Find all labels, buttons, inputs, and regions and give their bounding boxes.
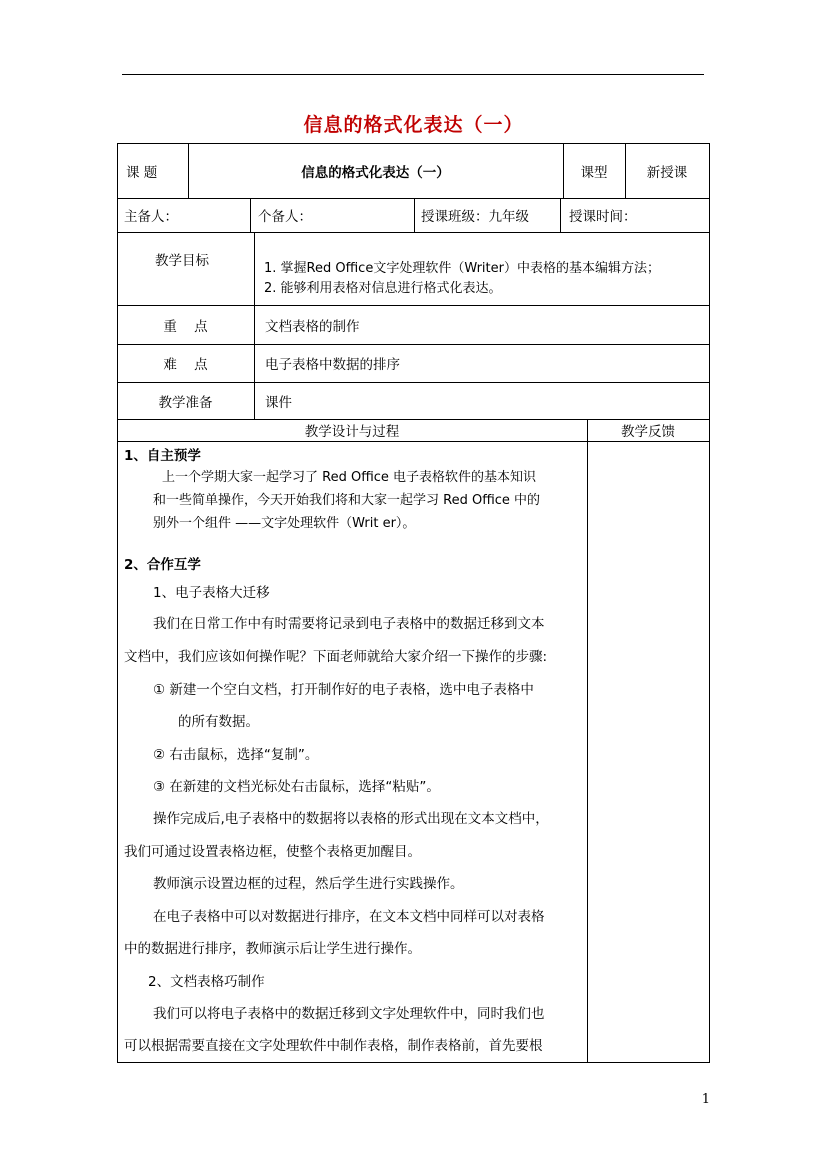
subsection-1-title: 1、电子表格大迁移 [153,585,270,601]
objective-2: 2. 能够利用表格对信息进行格式化表达。 [264,281,502,296]
lesson-time: 授课时间： [569,209,637,225]
paragraph-line: 我们可以将电子表格中的数据迁移到文字处理软件中，同时我们也 [153,1006,545,1022]
topic-label: 课 题 [126,164,158,181]
key-point-label: 重 点 [163,318,208,335]
header-rule [122,74,704,75]
preparation-value: 课件 [265,394,292,411]
section-1-line: 上一个学期大家一起学习了 Red Office 电子表格软件的基本知识 [162,470,537,485]
paragraph-line: 中的数据进行排序，教师演示后让学生进行操作。 [124,941,421,957]
feedback-header: 教学反馈 [621,424,675,440]
section-1-line: 和一些简单操作，今天开始我们将和大家一起学习 Red Office 中的 [153,493,541,508]
paragraph-line: 可以根据需要直接在文字处理软件中制作表格，制作表格前，首先要根 [124,1038,543,1054]
step-1-cont: 的所有数据。 [178,714,259,730]
paragraph-line: 我们可通过设置表格边框，使整个表格更加醒目。 [124,844,421,860]
difficulty-value: 电子表格中数据的排序 [265,357,400,373]
document-title: 信息的格式化表达（一） [303,114,524,136]
paragraph-line: 我们在日常工作中有时需要将记录到电子表格中的数据迁移到文本 [153,616,545,632]
individual-preparer: 个备人： [258,209,312,225]
design-process-header: 教学设计与过程 [304,424,400,440]
step-2: ② 右击鼠标，选择“复制”。 [153,747,319,763]
class-info: 授课班级：九年级 [421,209,529,225]
topic-value: 信息的格式化表达（一） [301,164,450,181]
page-number: 1 [701,1092,710,1107]
type-label: 课型 [580,164,608,181]
subsection-2-title: 2、文档表格巧制作 [148,974,265,990]
key-point-value: 文档表格的制作 [265,318,360,335]
section-1-title: 1、自主预学 [124,448,201,464]
type-value: 新授课 [646,164,688,181]
step-1: ① 新建一个空白文档，打开制作好的电子表格，选中电子表格中 [153,682,534,698]
objectives-label: 教学目标 [155,253,209,269]
main-preparer: 主备人： [124,209,178,225]
section-1-line: 别外一个组件 ——文字处理软件（Writ er）。 [153,516,416,531]
objective-1: 1. 掌握Red Office文字处理软件（Writer）中表格的基本编辑方法； [264,261,660,276]
difficulty-label: 难 点 [163,357,208,373]
paragraph-line: 操作完成后,电子表格中的数据将以表格的形式出现在文本文档中， [153,811,549,827]
step-3: ③ 在新建的文档光标处右击鼠标，选择“粘贴”。 [153,779,440,795]
paragraph-line: 教师演示设置边框的过程，然后学生进行实践操作。 [153,876,464,892]
preparation-label: 教学准备 [158,394,213,411]
paragraph-line: 文档中，我们应该如何操作呢？下面老师就给大家介绍一下操作的步骤: [124,649,548,665]
section-2-title: 2、合作互学 [124,557,201,573]
paragraph-line: 在电子表格中可以对数据进行排序，在文本文档中同样可以对表格 [153,909,545,925]
